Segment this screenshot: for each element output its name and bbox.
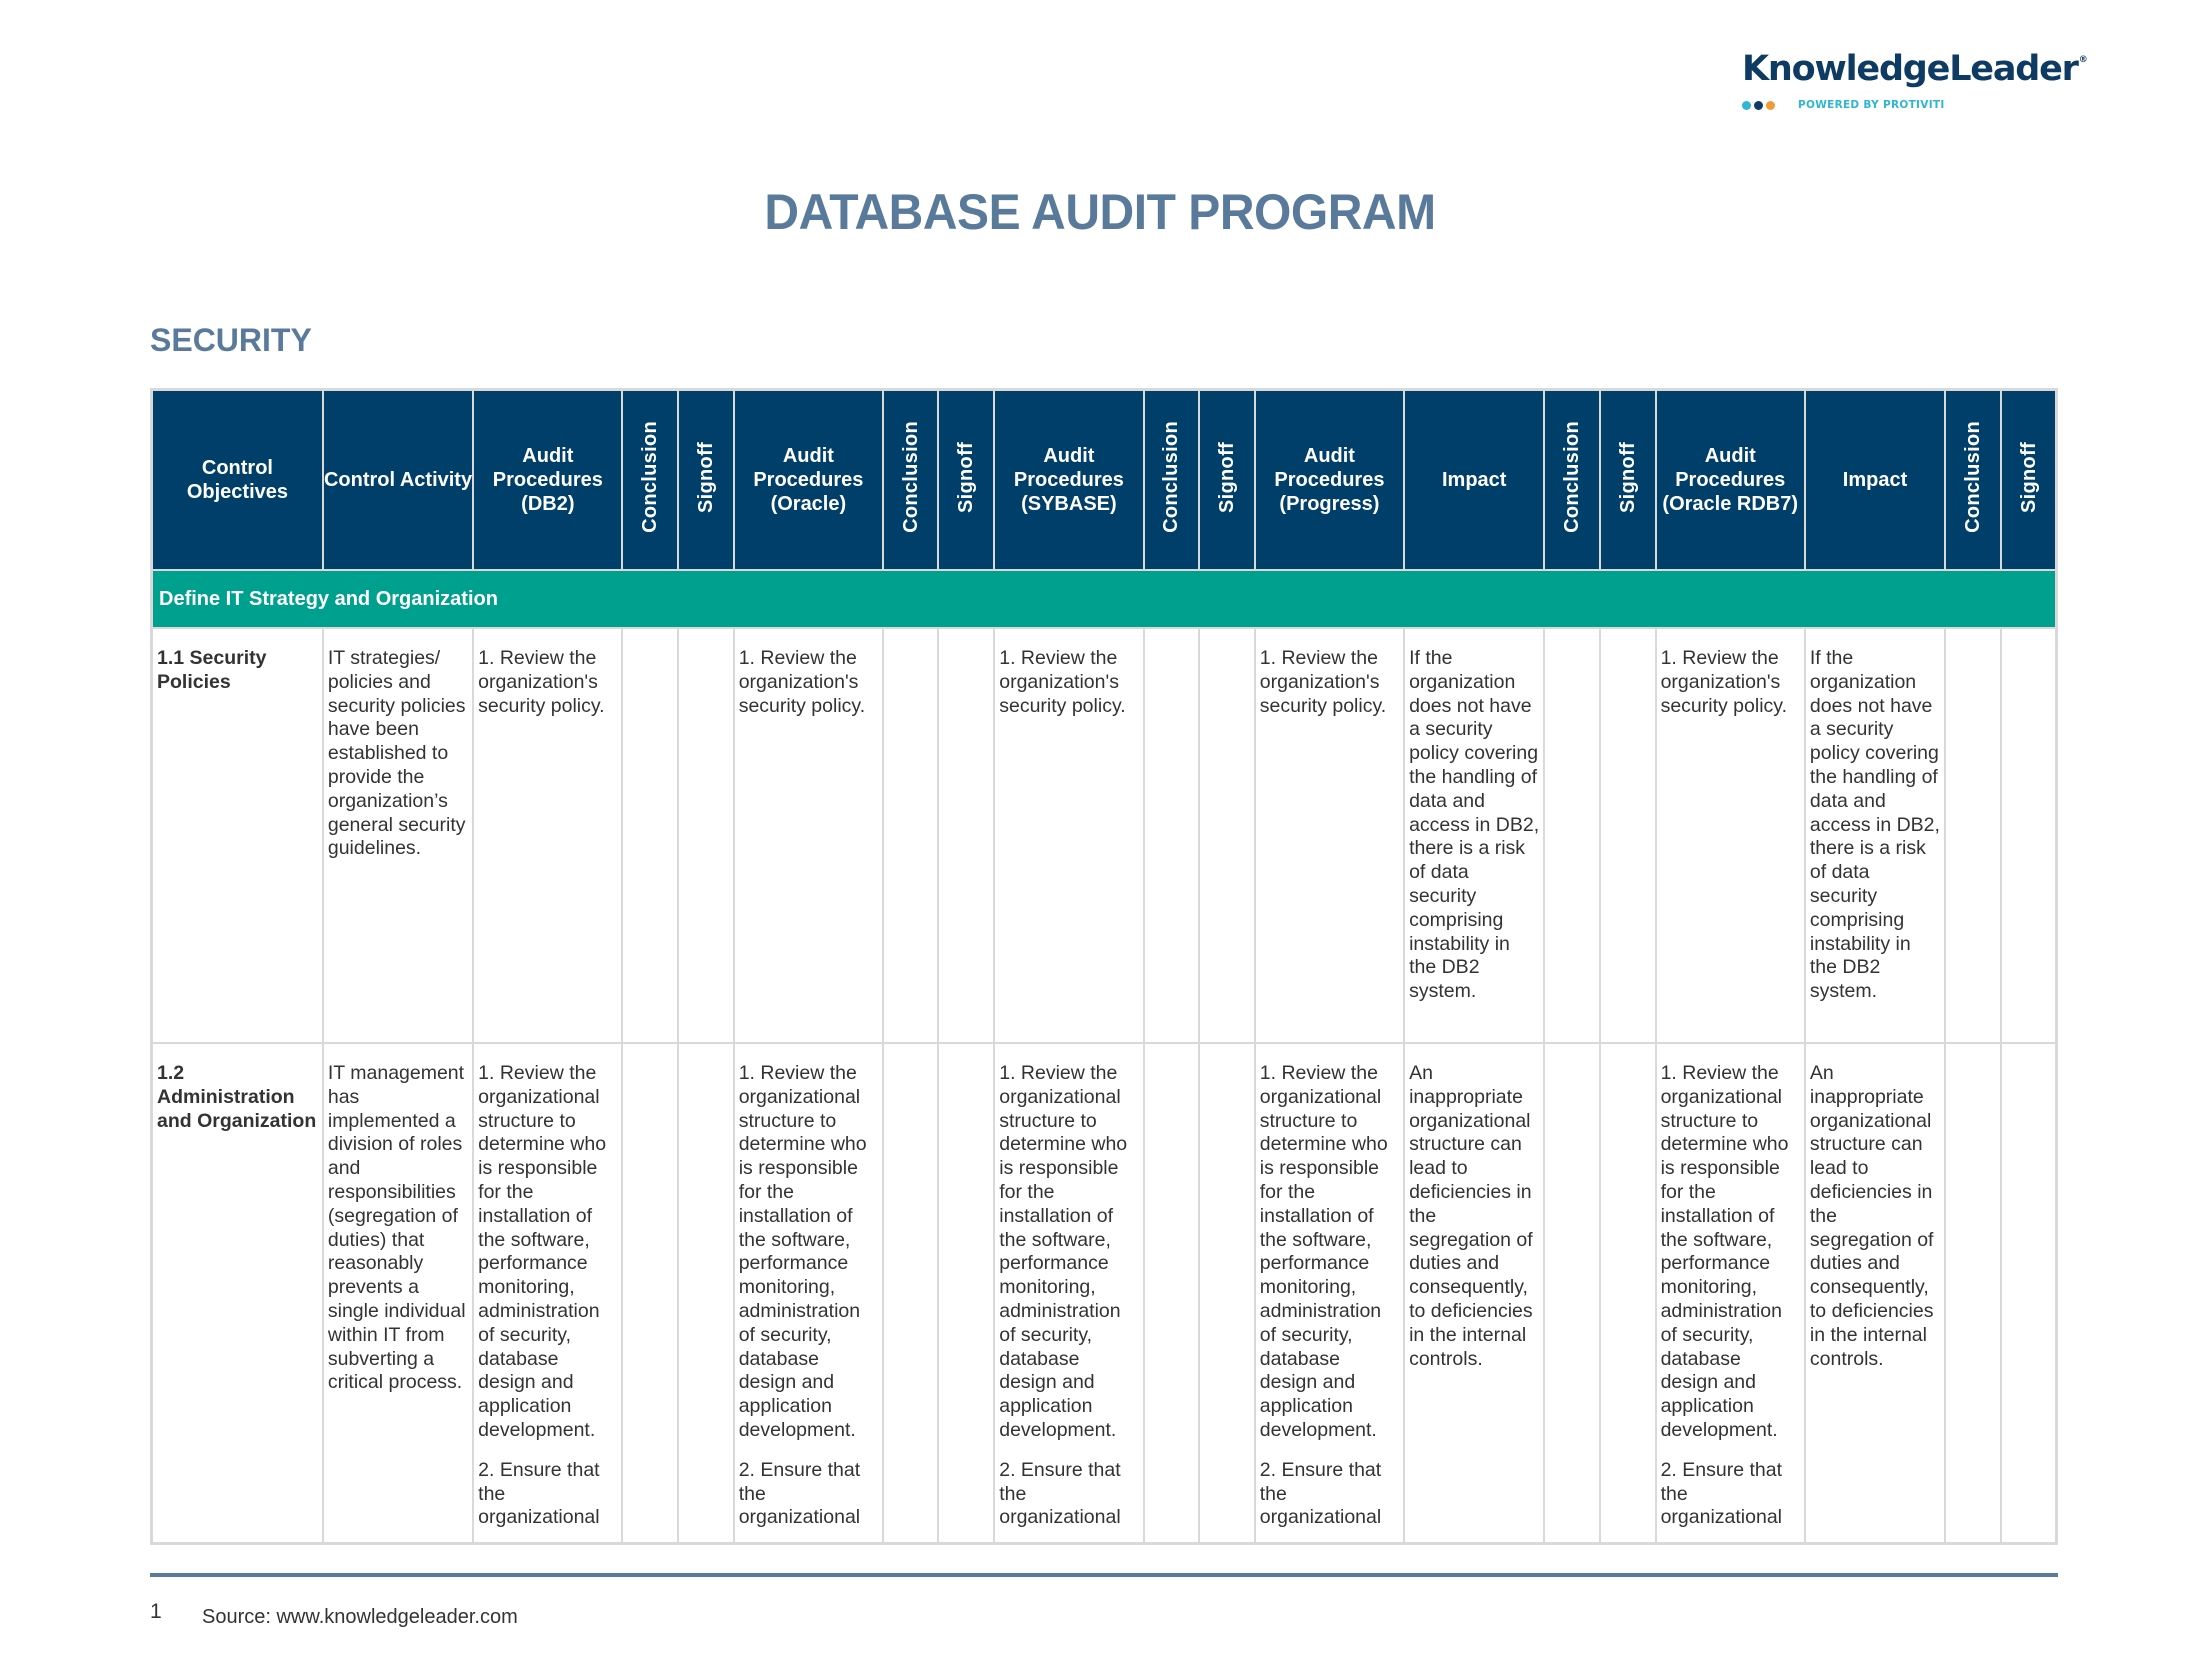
footer-divider [150,1573,2058,1577]
col-header-control-activity: Control Activity [323,390,473,571]
col-header-conclusion: Conclusion [1144,390,1199,571]
section-label: Define IT Strategy and Organization [152,570,2057,628]
brand-name: KnowledgeLeader [1742,49,2078,89]
audit-procedures-progress: 1. Review the organization's security policy. [1255,628,1404,1043]
audit-program-table [150,388,2058,1545]
signoff-cell[interactable] [2001,1043,2056,1544]
col-header-impact: Impact [1404,390,1544,571]
conclusion-cell[interactable] [1544,628,1600,1043]
conclusion-cell[interactable] [1544,1043,1600,1544]
page-number: 1 [150,1600,162,1623]
audit-procedures-sybase: 1. Review the organizational structure to determine who is responsible for the installation of the software, performance monitoring, administration of security, database design and application development. 2. Ensure that the organizational [994,1043,1143,1544]
col-header-audit-procedures-oracle-rdb7: Audit Procedures (Oracle RDB7) [1656,390,1805,571]
signoff-cell[interactable] [2001,628,2056,1043]
audit-procedures-db2: 1. Review the organizational structure to determine who is responsible for the installation of the software, performance monitoring, administration of security, database design and application development. 2. Ensure that the organizational [473,1043,622,1544]
signoff-cell[interactable] [1600,628,1655,1043]
impact-rdb7: An inappropriate organizational structure can lead to deficiencies in the segregation of duties and consequently, to deficiencies in the internal controls. [1805,1043,1945,1544]
col-header-conclusion: Conclusion [1544,390,1600,571]
conclusion-cell[interactable] [1144,1043,1199,1544]
brand-tagline: POWERED BY PROTIVITI [1798,99,1945,111]
brand-dot-icon [1742,101,1751,110]
col-header-signoff: Signoff [938,390,994,571]
col-header-audit-procedures-progress: Audit Procedures (Progress) [1255,390,1404,571]
col-header-control-objectives: Control Objectives [152,390,323,571]
signoff-cell[interactable] [678,1043,734,1544]
col-header-impact: Impact [1805,390,1945,571]
section-title: SECURITY [150,322,312,358]
col-header-conclusion: Conclusion [622,390,677,571]
conclusion-cell[interactable] [622,628,677,1043]
page-title: DATABASE AUDIT PROGRAM [764,184,1436,240]
source-note: Source: www.knowledgeleader.com [202,1606,518,1628]
audit-procedures-db2: 1. Review the organization's security policy. [473,628,622,1043]
audit-procedures-oracle-rdb7: 1. Review the organizational structure to determine who is responsible for the installation of the software, performance monitoring, administration of security, database design and application development. 2. Ensure that the organizational [1656,1043,1805,1544]
table-row [152,628,2057,1043]
conclusion-cell[interactable] [1945,1043,2001,1544]
col-header-signoff: Signoff [1199,390,1255,571]
control-objective: 1.1 Security Policies [152,628,323,1043]
section-row [152,570,2057,628]
conclusion-cell[interactable] [1945,628,2001,1043]
brand-dot-icon [1754,101,1763,110]
knowledgeleader-logo [1742,49,2087,112]
audit-procedures-oracle-rdb7: 1. Review the organization's security policy. [1656,628,1805,1043]
audit-procedures-oracle: 1. Review the organizational structure to determine who is responsible for the installation of the software, performance monitoring, administration of security, database design and application development. 2. Ensure that the organizational [734,1043,883,1544]
brand-dot-icon [1766,101,1775,110]
header-row [152,390,2057,571]
conclusion-cell[interactable] [883,1043,938,1544]
col-header-audit-procedures-sybase: Audit Procedures (SYBASE) [994,390,1143,571]
signoff-cell[interactable] [1199,1043,1255,1544]
col-header-conclusion: Conclusion [1945,390,2001,571]
audit-procedures-sybase: 1. Review the organization's security policy. [994,628,1143,1043]
conclusion-cell[interactable] [622,1043,677,1544]
col-header-audit-procedures-db2: Audit Procedures (DB2) [473,390,622,571]
impact-progress: An inappropriate organizational structure can lead to deficiencies in the segregation of duties and consequently, to deficiencies in the internal controls. [1404,1043,1544,1544]
table-row [152,1043,2057,1544]
conclusion-cell[interactable] [1144,628,1199,1043]
signoff-cell[interactable] [1600,1043,1655,1544]
control-activity: IT management has implemented a division of roles and responsibilities (segregation of duties) that reasonably prevents a single individual within IT from subverting a critical process. [323,1043,473,1544]
col-header-signoff: Signoff [1600,390,1655,571]
conclusion-cell[interactable] [883,628,938,1043]
col-header-signoff: Signoff [2001,390,2056,571]
audit-procedures-progress: 1. Review the organizational structure to determine who is responsible for the installation of the software, performance monitoring, administration of security, database design and application development. 2. Ensure that the organizational [1255,1043,1404,1544]
impact-rdb7: If the organization does not have a security policy covering the handling of data and access in DB2, there is a risk of data security comprising instability in the DB2 system. [1805,628,1945,1043]
signoff-cell[interactable] [1199,628,1255,1043]
signoff-cell[interactable] [938,628,994,1043]
control-objective: 1.2 Administration and Organization [152,1043,323,1544]
registered-mark: ® [2078,55,2087,65]
signoff-cell[interactable] [938,1043,994,1544]
signoff-cell[interactable] [678,628,734,1043]
impact-progress: If the organization does not have a security policy covering the handling of data and access in DB2, there is a risk of data security comprising instability in the DB2 system. [1404,628,1544,1043]
col-header-audit-procedures-oracle: Audit Procedures (Oracle) [734,390,883,571]
audit-procedures-oracle: 1. Review the organization's security policy. [734,628,883,1043]
col-header-conclusion: Conclusion [883,390,938,571]
col-header-signoff: Signoff [678,390,734,571]
control-activity: IT strategies/ policies and security policies have been established to provide the organization’s general security guidelines. [323,628,473,1043]
